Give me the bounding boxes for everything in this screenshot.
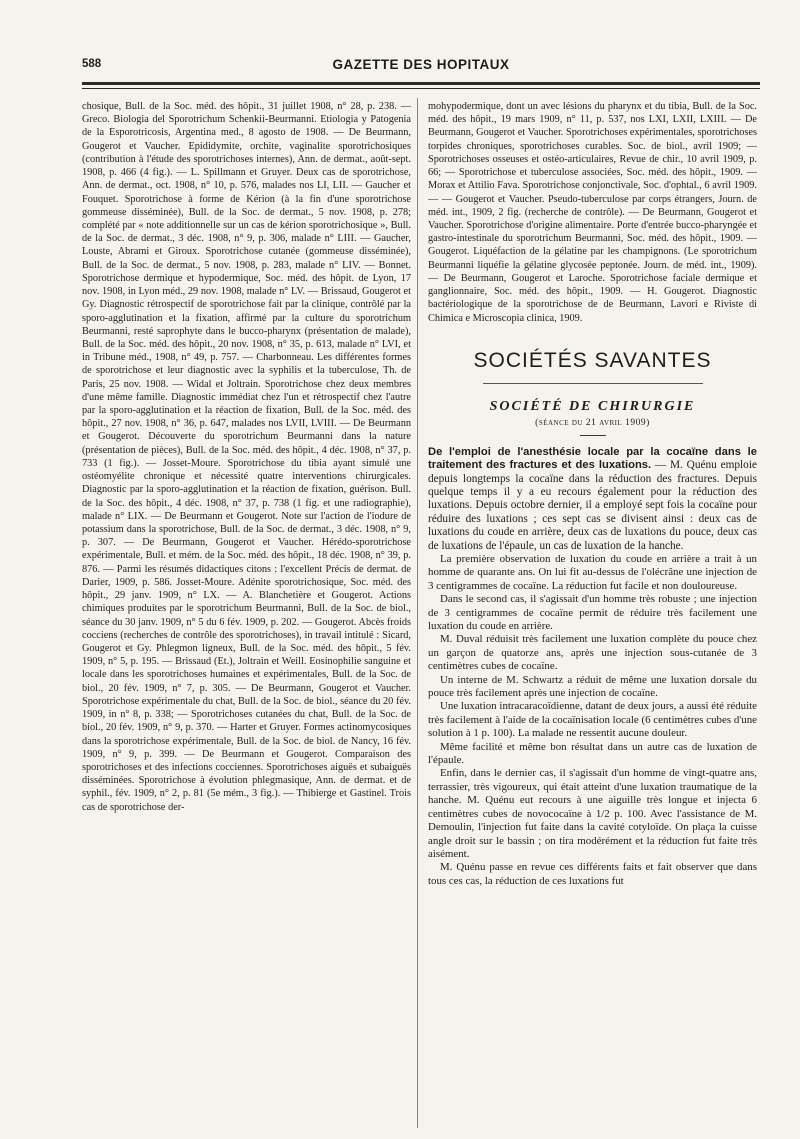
- page-number: 588: [82, 58, 102, 70]
- header-rule-thin: [82, 88, 760, 89]
- header-rule-thick: [82, 82, 760, 85]
- article-paragraph: Enfin, dans le dernier cas, il s'agissait d'un homme de vingt-quatre ans, terrassier, très vigoureux, qui était atteint d'une luxation traumatique de la hanche. M. Quénu eut recours à une aiguille très longue et injecta 6 centimètres cubes de novococaïne à 1/2 p. 100. Avec l'assistance de M. Demoulin, l'injection fut faite dans la cavité cotyloïde. On plaça la cuisse angle droit sur le bassin ; on tira modérément et la réduction fut faite très aisément.: [428, 767, 757, 860]
- article-paragraph: Même facilité et même bon résultat dans un autre cas de luxation de l'épaule.: [428, 740, 757, 767]
- article-paragraph: M. Duval réduisit très facilement une luxation complète du pouce chez un garçon de quatorze ans, après une injection sous-cutanée de 3 centimètres cubes de cocaïne.: [428, 633, 757, 673]
- article-paragraph: Une luxation intracaracoïdienne, datant de deux jours, a aussi été réduite très facilement à l'aide de la cocaïnisation locale (6 centimètres cubes d'une solution à 1 p. 100). La malade ne ressentit aucune douleur.: [428, 700, 757, 740]
- bibliography-text-right: mohypodermique, dont un avec lésions du pharynx et du tibia, Bull. de la Soc. méd. des hôpit., 19 mars 1909, n° 11, p. 537, nos LXI, LXII, LXIII. — De Beurmann, Gougerot et Vaucher. Sporotrichoses expérimentales, sporotrichoses torpides chroniques, sporotrichoses curables. Soc. de biol., avril 1909; — Sporotrichoses osseuses et ostéo-articulaires, Revue de chir., 10 avril 1909, p. 66; — Sporotrichose et tuberculose associées, Soc. méd. des hôpit., 1909. — Morax et Attilio Fava. Sporotrichose conjonctivale, Soc. d'ophtal., 6 avril 1909. — — Gougerot et Vaucher. Pseudo-tuberculose par corps étrangers, Journ. de méd. int., 1909, 2 fig. (recherche de contrôle). — De Beurmann, Gougerot et Vaucher. Sporotrichose d'origine alimentaire. Porte d'entrée bucco-pharyngée et gastro-intestinale du sporotrichum Beurmanni, Soc. méd. des hôpit., 1909. — Gougerot. Liquéfaction de la gélatine par les champignons. (Le sporotrichum Beurmanni liquéfie la gélatine glycosée peptonée. Journ. de méd. int., 1909). — De Beurmann, Gougerot et Laroche. Sporotrichose faciale dermique et ganglionnaire, Soc. méd. des hôpit., 1909. — H. Gougerot. Diagnostic bactériologique de la sporotrichose de de Beurmann, Lavori e Riviste di Chimica e Microscopia clinica, 1909.: [428, 101, 757, 324]
- short-rule: [580, 435, 606, 436]
- article-paragraph: Un interne de M. Schwartz a réduit de même une luxation dorsale du pouce très facilement après une injection de cocaïne.: [428, 673, 757, 700]
- article-paragraph: Dans le second cas, il s'agissait d'un homme très robuste ; une injection de 3 centigrammes de cocaïne permit de réduire très facilement une luxation du coude en arrière.: [428, 593, 757, 632]
- running-head-title: GAZETTE DES HOPITAUX: [332, 57, 510, 72]
- article-paragraph: M. Quénu passe en revue ces différents faits et fait observer que dans tous ces cas, la réduction de ces luxations fut: [428, 861, 757, 887]
- article-title: De l'emploi de l'anesthésie locale par la cocaïne dans le traitement des fractures et des luxations.: [428, 445, 757, 472]
- society-name: SOCIÉTÉ DE CHIRURGIE: [489, 398, 696, 414]
- section-separator: [483, 383, 703, 384]
- article-author: — M. Quénu: [651, 459, 717, 472]
- right-column: [428, 100, 757, 1130]
- column-divider: [417, 98, 418, 1128]
- session-date: (séance du 21 avril 1909): [535, 417, 650, 428]
- section-title: SOCIÉTÉS SAVANTES: [473, 348, 712, 372]
- bibliography-text-left: chosique, Bull. de la Soc. méd. des hôpit., 31 juillet 1908, n° 28, p. 238. — Greco. Biologia del Sporotrichum Schenkii-Beurmanni. Etiologia y Patogenia de la Esporotricosis, Argentina med., 8 agosto de 1908. — De Beurmann, Gougerot et Vaucher. Epididymite, orchite, vaginalite sporotrichosiques (contribution à l'étude des sporotrichoses internes), Ann. de dermat., août-sept. 1908, p. 466 (4 fig.). — L. Spillmann et Gruyer. Deux cas de sporotrichose, Ann. de dermat., oct. 1908, n° 10, p. 576, malades nos LI, LII. — Gaucher et Fouquet. Sporotrichose à forme de Kérion (à la fin d'une sporotrichose gommeuse disséminée), Bull. de la Soc. de dermat., 5 nov. 1908, p. 278; complété par « note additionnelle sur un cas de kérion sporotrichosique », Bull. de la Soc. de dermat., 3 déc. 1908, n° 9, p. 306, malade n° LIII. — Gaucher, Louste, Abrami et Giroux. Sporotrichose cutanée (gommeuse disséminée), Bull. de la Soc. de dermat., 5 nov. 1908, p. 283, malade n° LIV. — Bonnet. Sporotrichose dermique et hypodermique, Soc. méd. des hôpit. de Lyon, 17 nov. 1908, in Lyon méd., 29 nov. 1908, malade n° LV. — Brissaud, Gougerot et Gy. Diagnostic rétrospectif de sporotrichose fait par la clinique, contrôlé par la sporo-agglutination et la fixation, affirmé par la culture du sporotrichum Beurmanni, resté saprophyte dans le bucco-pharynx (présentation de malade), Bull. de la Soc. méd. des hôpit., 20 nov. 1908, n° 35, p. 613, malade n° LVI, et in Tribune méd., 1908, n° 49, p. 757. — Charbonneau. Les différentes formes de sporotrichose et leur diagnostic avec la syphilis et la tuberculose, Th. de Paris, 25 nov. 1908. — Widal et Joltrain. Sporotrichose chez deux membres d'une même famille. Diagnostic immédiat chez l'un et rétrospectif chez l'autre par la sporo-agglutination et la réaction de fixation, Bull. de la Soc. méd. des hôpit., 27 nov. 1908, n° 36, p. 647, malades nos LVII, LVIII. — De Beurmann et Gougerot. Découverte du sporotrichum Beurmanni dans la nature (présentation de pièces), Bull. de la Soc. méd. des hôpit., 4 déc. 1908, n° 37, p. 733 (1 fig.). — Josset-Moure. Sporotrichose du tibia ayant simulé une ostéomyélite chronique et nécessité quatre interventions chirurgicales. Diagnostic par la sporo-agglutination et la réaction de fixation, guérison. Bull. de la Soc. des hôpit., 4 déc. 1908, n° 37, p. 738 (1 fig. et une radiographie), malade n° LIX. — De Beurmann et Gougerot. Note sur l'action de l'iodure de potassium dans la sporotrichose, Bull. de la Soc. de dermat., 3 déc. 1908, n° 9, p. 307. — De Beurmann, Gougerot et Vaucher. Hérédo-sporotrichose expérimentale, Bull. et mém. de la Soc. méd. des hôpit., 18 déc. 1908, n° 39, p. 876. — Parmi les résumés didactiques citons : l'excellent Précis de dermat. de Darier, 1909, p. 586. Josset-Moure. Adénite sporotrichosique, Soc. méd. des hôpit., 29 janv. 1909, n° LX. — A. Blanchetière et Gougerot. Actions chimiques produites par le sporotrichum Beurmanni, Bull. de la Soc. de biol., séance du 30 janv. 1909, n° 5 du 6 fév. 1909, p. 202. — Gougerot. Abcès froids cocciens (recherches de contrôle des sporotrichoses), in travail intitulé : Sicard, Gougerot et Gy. Phlegmon ligneux, Bull. de la Soc. méd. des hôpit., 5 fév. 1909, n° 5, p. 195. — Brissaud (Et.), Joltrain et Weill. Eosinophilie sanguine et locale dans les sporotrichoses humaines et expérimentales, Bull. de la Soc. de biol., 20 fév. 1909, n° 7, p. 305. — De Beurmann, Gougerot et Vaucher. Sporotrichose expérimentale du chat, Bull. de la Soc. de biol., séance du 20 fév. 1909, in n° 8, p. 338; — Sporotrichoses cutanées du chat, Bull. de la Soc. de biol., 20 fév. 1909, n° 9, p. 370. — Harter et Gruyer. Formes actinomycosiques dans la sporotrichose expérimentale, Bull. de la Soc. de biol. de Nancy, 16 fév. 1909, n° 9, p. 399. — De Beurmann et Gougerot. Comparaison des sporotrichoses et des infections cocciennes. Sporotrichoses aiguës et subaiguës disséminées. Sporotrichose à évolution phlegmasique, Ann. de dermat. et de syphil., fév. 1909, n° 2, p. 81 (5e mém., 3 fig.). — Thibierge et Gastinel. Trois cas de sporotrichose der-: [82, 101, 411, 813]
- article-paragraph: La première observation de luxation du coude en arrière a trait à un homme de quarante ans. On lui fit au-dessus de l'olécrâne une injection de 3 centigrammes de cocaïne. La réduction fut facile et non douloureuse.: [428, 552, 757, 592]
- page-header: [82, 58, 760, 80]
- article-lead: emploie depuis longtemps la cocaïne dans la réduction des fractures. Depuis quelque temps il y a eu recours également pour la réduction des luxations. Depuis octobre dernier, il a employé sept fois la cocaïne pour réduire des luxations ; ces sept cas se divisent ainsi : deux cas de luxations du coude en arrière, deux cas de luxations du pouce, deux cas de luxations de l'épaule, un cas de luxation de la hanche.: [428, 459, 757, 552]
- article-lead-paragraph: [428, 446, 757, 553]
- left-column: [82, 100, 411, 1130]
